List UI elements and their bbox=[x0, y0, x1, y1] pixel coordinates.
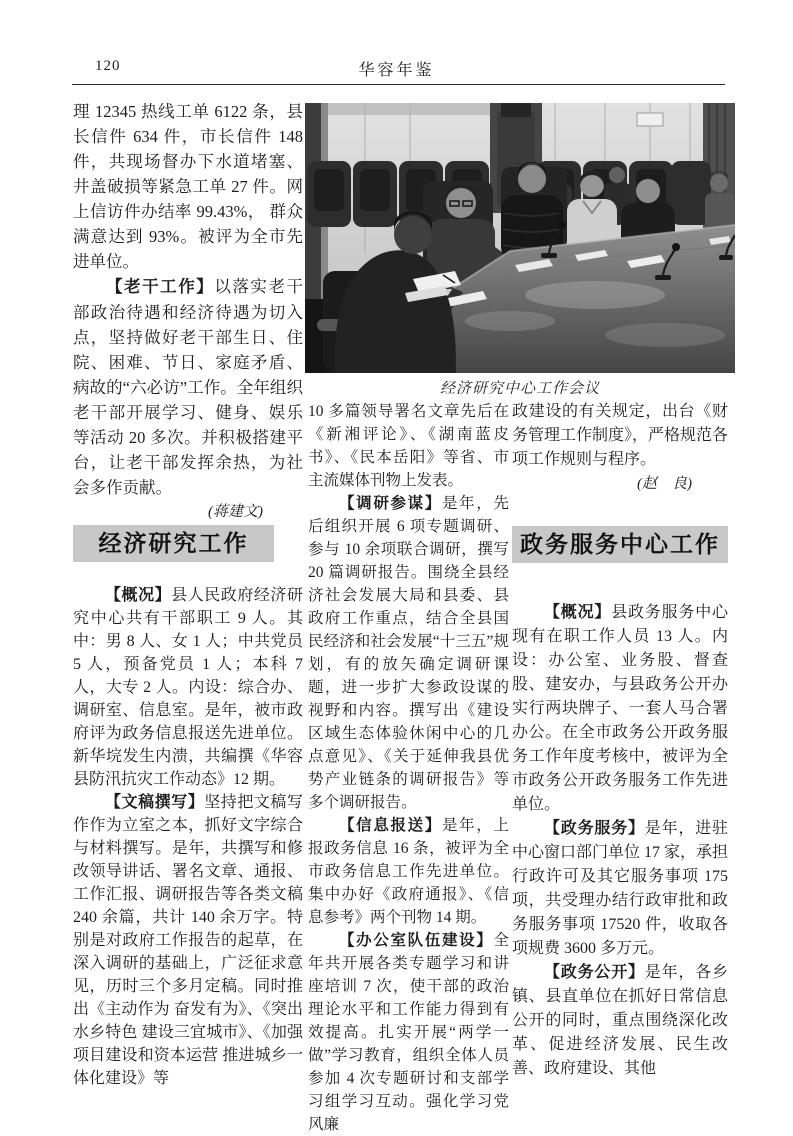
paragraph-text: 政建设的有关规定，出台《财务管理工作制度》，严格规范各项工作规则与程序。 bbox=[512, 403, 729, 468]
meeting-photo-illustration bbox=[305, 103, 735, 373]
paragraph-veteran-cadres bbox=[73, 274, 303, 500]
paragraph-hotline-stats bbox=[73, 99, 303, 274]
right-column bbox=[512, 400, 728, 1081]
paragraph-text: 是年，上报政务信息 16 条，被评为全市政务信息工作先进单位。集中办好《政府通报》、《信息参考》两个刊物 14 期。 bbox=[308, 817, 509, 926]
paragraph-government-services bbox=[512, 817, 728, 961]
left-column-lower bbox=[73, 584, 303, 1090]
entry-title: 【文稿撰写】 bbox=[105, 794, 205, 811]
entry-title: 【调研参谋】 bbox=[339, 495, 442, 512]
paragraph-research-advisory bbox=[308, 492, 509, 814]
middle-column bbox=[308, 400, 509, 1136]
paragraph-text: 县人民政府经济研究中心共有干部职工 9 人。其中：男 8 人、女 1 人；中共党员 5 人，预备党员 1 人；本科 7 人，大专 2 人。内设：综合办、调研室、信息室。是年，被市政府评为政务信息报送先进单位。新华垸发生内溃，共编撰《华容县防汛抗灾工作动态》12 期。 bbox=[73, 587, 303, 788]
paragraph-overview-service-center bbox=[512, 601, 728, 817]
paragraph-text: 理 12345 热线工单 6122 条，县长信件 634 件，市长信件 148 件，共现场督办下水道堵塞、井盖破损等紧急工单 27 件。网上信访件办结率 99.43%， 群众满意达到 93%。被评为全市先进单位。 bbox=[73, 102, 303, 271]
paragraph-information-reporting bbox=[308, 814, 509, 929]
section-header-government-service-center: 政务服务中心工作 bbox=[512, 526, 728, 563]
left-column bbox=[73, 99, 303, 1090]
meeting-photo bbox=[305, 103, 735, 373]
author-signature: (蒋建文) bbox=[208, 504, 263, 520]
entry-title: 【老干工作】 bbox=[106, 278, 215, 296]
page-number: 120 bbox=[95, 58, 121, 74]
paragraph-finance-rules bbox=[512, 400, 728, 472]
paragraph-manuscript-writing bbox=[73, 791, 303, 1090]
paragraph-text: 是年，进驻中心窗口部门单位 17 家，承担行政许可及其它服务事项 175 项，共受理办结行政审批和政务服务事项 17520 件，收取各项规费 3600 多万元。 bbox=[512, 820, 729, 957]
entry-title: 【概况】 bbox=[544, 604, 612, 621]
paragraph-overview bbox=[73, 584, 303, 791]
entry-title: 【办公室队伍建设】 bbox=[339, 932, 494, 949]
paragraph-text: 坚持把文稿写作作为立室之本，抓好文字综合与材料撰写。是年，共撰写和修改领导讲话、署名文章、通报、工作汇报、调研报告等各类文稿 240 余篇，共计 140 余万字。特别是对政府工作报告的起草，在深入调研的基础上，广泛征求意见，历时三个多月定稿。同时推出《主动作为 奋发有为》、《突出水乡特色 建设三宜城市》、《加强项目建设和资本运营 推进城乡一体化建设》等 bbox=[73, 794, 303, 1087]
paragraph-text: 以落实老干部政治待遇和经济待遇为切入点，坚持做好老干部生日、住院、困难、节日、家庭矛盾、病故的“六必访”工作。全年组织老干部开展学习、健身、娱乐等活动 20 多次。并积极搭建平台，让老干部发挥余热，为社会多作贡献。 bbox=[73, 277, 304, 497]
entry-title: 【政务公开】 bbox=[544, 964, 645, 981]
author-signature: (赵 良) bbox=[637, 476, 692, 492]
entry-title: 【信息报送】 bbox=[339, 817, 442, 834]
paragraph-office-team-building bbox=[308, 929, 509, 1136]
header-rule bbox=[72, 84, 725, 85]
entry-title: 【政务服务】 bbox=[544, 820, 645, 837]
paragraph-text: 是年，先后组织开展 6 项专题调研、参与 10 余项联合调研，撰写 20 篇调研报告。围绕全县经济社会发展大局和县委、县政府工作重点，结合全县国民经济和社会发展“十三五”规划，有的放矢确定调研课题，进一步扩大参政设谋的视野和内容。撰写出《建设区域生态体验休闲中心的几点意见》、《关于延伸我县优势产业链条的调研报告》等多个调研报告。 bbox=[308, 495, 509, 811]
paragraph-text: 全年共开展各类专题学习和讲座培训 7 次，使干部的政治理论水平和工作能力得到有效提高。扎实开展“两学一做”学习教育，组织全体人员参加 4 次专题研讨和支部学习组学习互动。强化学习党风廉 bbox=[308, 932, 509, 1133]
paragraph-government-transparency bbox=[512, 961, 728, 1081]
paragraph-text: 县政务服务中心现有在职工作人员 13 人。内设：办公室、业务股、督查股、建安办，与县政务公开办实行两块牌子、一套人马合署办公。在全市政务公开政务服务工作年度考核中，被评为全市政务公开政务服务工作先进单位。 bbox=[512, 604, 728, 813]
entry-title: 【概况】 bbox=[105, 587, 172, 604]
paragraph-text: 10 多篇领导署名文章先后在《新湘评论》、《湖南蓝皮书》、《民本岳阳》等省、市主流媒体刊物上发表。 bbox=[308, 403, 509, 489]
book-title: 华容年鉴 bbox=[358, 62, 435, 79]
photo-caption: 经济研究中心工作会议 bbox=[439, 381, 600, 397]
section-header-economic-research: 经济研究工作 bbox=[73, 525, 274, 562]
paragraph-publications bbox=[308, 400, 509, 492]
paragraph-text: 是年，各乡镇、县直单位在抓好日常信息公开的同时，重点围绕深化改革、促进经济发展、民生改善、政府建设、其他 bbox=[512, 964, 728, 1077]
